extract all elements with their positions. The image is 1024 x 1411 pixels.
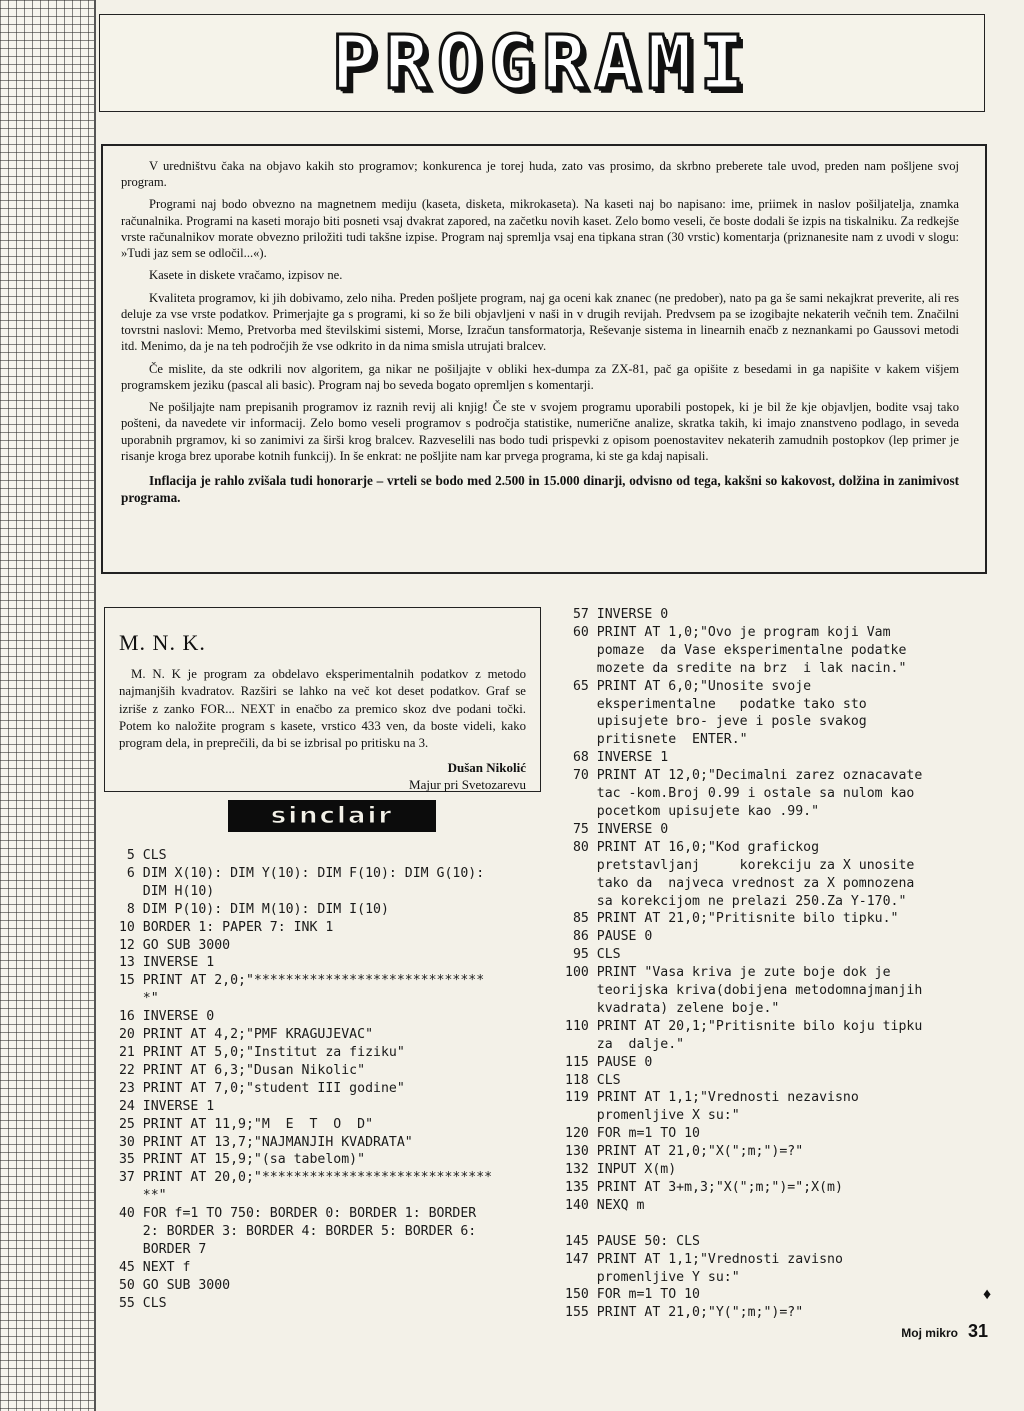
submission-notice: [101, 144, 987, 574]
notice-paragraph-1: V uredništvu čaka na objavo kakih sto programov; konkurenca je torej huda, zato vas prosimo, da skrbno preberete tale uvod, preden nam pošljene svoj program.: [121, 159, 959, 190]
article-title: M. N. K.: [119, 630, 206, 655]
sinclair-logo: [228, 800, 436, 832]
article-byline: [119, 760, 526, 794]
page-number: 31: [967, 1321, 988, 1341]
magazine-name: Moj mikro: [901, 1326, 958, 1340]
sinclair-logo-text: sinclair: [270, 802, 394, 830]
page-footer: [901, 1321, 988, 1342]
notice-paragraph-5: Če mislite, da ste odkrili nov algoritem, ga nikar ne pošiljajte v obliki hex-dumpa za ZX-81, pač ga opišite z besedami in ga napišite v kakem višjem programskem jeziku (pascal ali basic). Program naj bo seveda bogato opremljen s komentarji.: [121, 361, 959, 392]
page-title: PROGRAMI: [331, 20, 753, 106]
article-text: M. N. K je program za obdelavo eksperimentalnih podatkov z metodo najmanjših kvadratov. Razširi se lahko na več kot deset podatkov. Graf se izriše z zanko FOR... NEXT in enačbo za premico skoz dve podani točki. Potem ko naložite program s kasete, vrstico 433 ven, da boste videli, kako program dela, in preprečili, da bi se izbrisal po pritisku na 3.: [119, 667, 526, 751]
notice-paragraph-3: Kasete in diskete vračamo, izpisov ne.: [149, 268, 343, 283]
notice-paragraph-7: Inflacija je rahlo zvišala tudi honorarje – vrteli se bodo med 2.500 in 15.000 dinarji, odvisno od tega, kakšni so kakovost, dolžina in zanimivost programa.: [121, 472, 959, 506]
code-listing-left: 5 CLS 6 DIM X(10): DIM Y(10): DIM F(10): DIM G(10): DIM H(10) 8 DIM P(10): DIM M(10): DIM I(10) 10 BORDER 1: PAPER 7: INK 1 12 GO SUB 3000 13 INVERSE 1 15 PRINT AT 2,0;"***************************** *" 16 INVERSE 0 20 PRINT AT 4,2;"PMF KRAGUJEVAC" 21 PRINT AT 5,0;"Institut za fiziku" 22 PRINT AT 6,3;"Dusan Nikolic" 23 PRINT AT 7,0;"student III godine" 24 INVERSE 1 25 PRINT AT 11,9;"M E T O D" 30 PRINT AT 13,7;"NAJMANJIH KVADRATA" 35 PRINT AT 15,9;"(sa tabelom)" 37 PRINT AT 20,0;"***************************** **" 40 FOR f=1 TO 750: BORDER 0: BORDER 1: BORDER 2: BORDER 3: BORDER 4: BORDER 5: BORDER 6: BORDER 7 45 NEXT f 50 GO SUB 3000 55 CLS: [118, 848, 493, 1311]
code-listing-right: 57 INVERSE 0 60 PRINT AT 1,0;"Ovo je program koji Vam pomaze da Vase eksperimentalne podatke mozete da sredite na brz i lak nacin." 65 PRINT AT 6,0;"Unosite svoje eksperimentalne podatke tako sto upisujete bro- jeve i posle svakog pritisnete ENTER." 68 INVERSE 1 70 PRINT AT 12,0;"Decimalni zarez oznacavate tac -kom.Broj 0.99 i ostale sa nulom kao pocetkom upisujete kao .99." 75 INVERSE 0 80 PRINT AT 16,0;"Kod grafickog pretstavljanj korekciju za X unosite tako da najveca vrednost za X pomnozena sa korekcijom ne prelazi 250.Za Y-170." 85 PRINT AT 21,0;"Pritisnite bilo tipku." 86 PAUSE 0 95 CLS 100 PRINT "Vasa kriva je zute boje dok je teorijska kriva(dobijena metodomnajmanjih kvadrata) zelene boje." 110 PRINT AT 20,1;"Pritisnite bilo koju tipku za dalje." 115 PAUSE 0 118 CLS 119 PRINT AT 1,1;"Vrednosti nezavisno promenljive X su:" 120 FOR m=1 TO 10 130 PRINT AT 21,0;"X(";m;")=?" 132 INPUT X(m) 135 PRINT AT 3+m,3;"X(";m;")=";X(m) 140 NEXQ m 145 PAUSE 50: CLS 147 PRINT AT 1,1;"Vrednosti zavisno promenljive Y su:" 150 FOR m=1 TO 10 155 PRINT AT 21,0;"Y(";m;")=?": [565, 607, 923, 1321]
notice-paragraph-4: Kvaliteta programov, ki jih dobivamo, zelo niha. Preden pošljete program, naj ga oceni kak znanec (ne predober), nato pa ga še sami nekajkrat preverite, ali res deluje za vse vrste podatkov. Primerjajte ga s programi, ki so že bili objavljeni v naši in v drugih revijah. Predvsem pa se izogibajte nekaterih večnih tem. Značilni tovrstni naslovi: Memo, Pretvorba med številskimi sistemi, Morse, Izračun tansformatorja, Reševanje sistema in linearnih enačb z neznankami po Gaussovi metodi itd. Menimo, da je na teh področjih že vse odkrito in da nima smisla utrujati bralcev.: [121, 290, 959, 354]
author-location: Majur pri Svetozarevu: [409, 777, 526, 793]
author-name: Dušan Nikolić: [447, 760, 526, 776]
continue-arrow-icon: ♦: [983, 1286, 992, 1303]
article-box: [104, 607, 541, 792]
title-banner: [99, 14, 985, 112]
graph-paper-margin: [0, 0, 96, 1411]
notice-paragraph-6: Ne pošiljajte nam prepisanih programov iz raznih revij ali knjig! Če ste v svojem programu uporabili postopek, ki je bil že kje objavljen, bodite vsaj tako pošteni, da navedete vir informacij. Zelo bomo veseli programov s področja statistike, numerične analize, skratka takih, ki imajo znanstveno podlago, in seveda uporabnih prgramov, ki so zanimivi za širši krog bralcev. Razveselili nas bodo tudi prispevki z opisom poenostavitev nekaterih zamudnih postopkov (lep primer je risanje kroga brez uporabe kotnih funkcij). In še enkrat: ne pošljite nam kar prvega programa, ki ste ga kdaj napisali.: [121, 400, 959, 463]
notice-paragraph-2: Programi naj bodo obvezno na magnetnem mediju (kaseta, disketa, mikrokaseta). Na kaseti naj bo napisano: ime, priimek in naslov pošiljatelja, znamka računalnika. Programi na kaseti morajo biti posneti vsaj dvakrat zapored, na začetku novih kaset. Zelo bomo veseli, če boste dodali še izpis na tiskalniku. Za redkejše vrste računalnikov morate obvezno priložiti tudi takšne izpise. Program naj spremlja vsaj ena tipkana stran (30 vrstic) komentarja (priznanesite nam z uvodi v slogu: »Tudi jaz sem se odločil...«).: [121, 197, 959, 261]
